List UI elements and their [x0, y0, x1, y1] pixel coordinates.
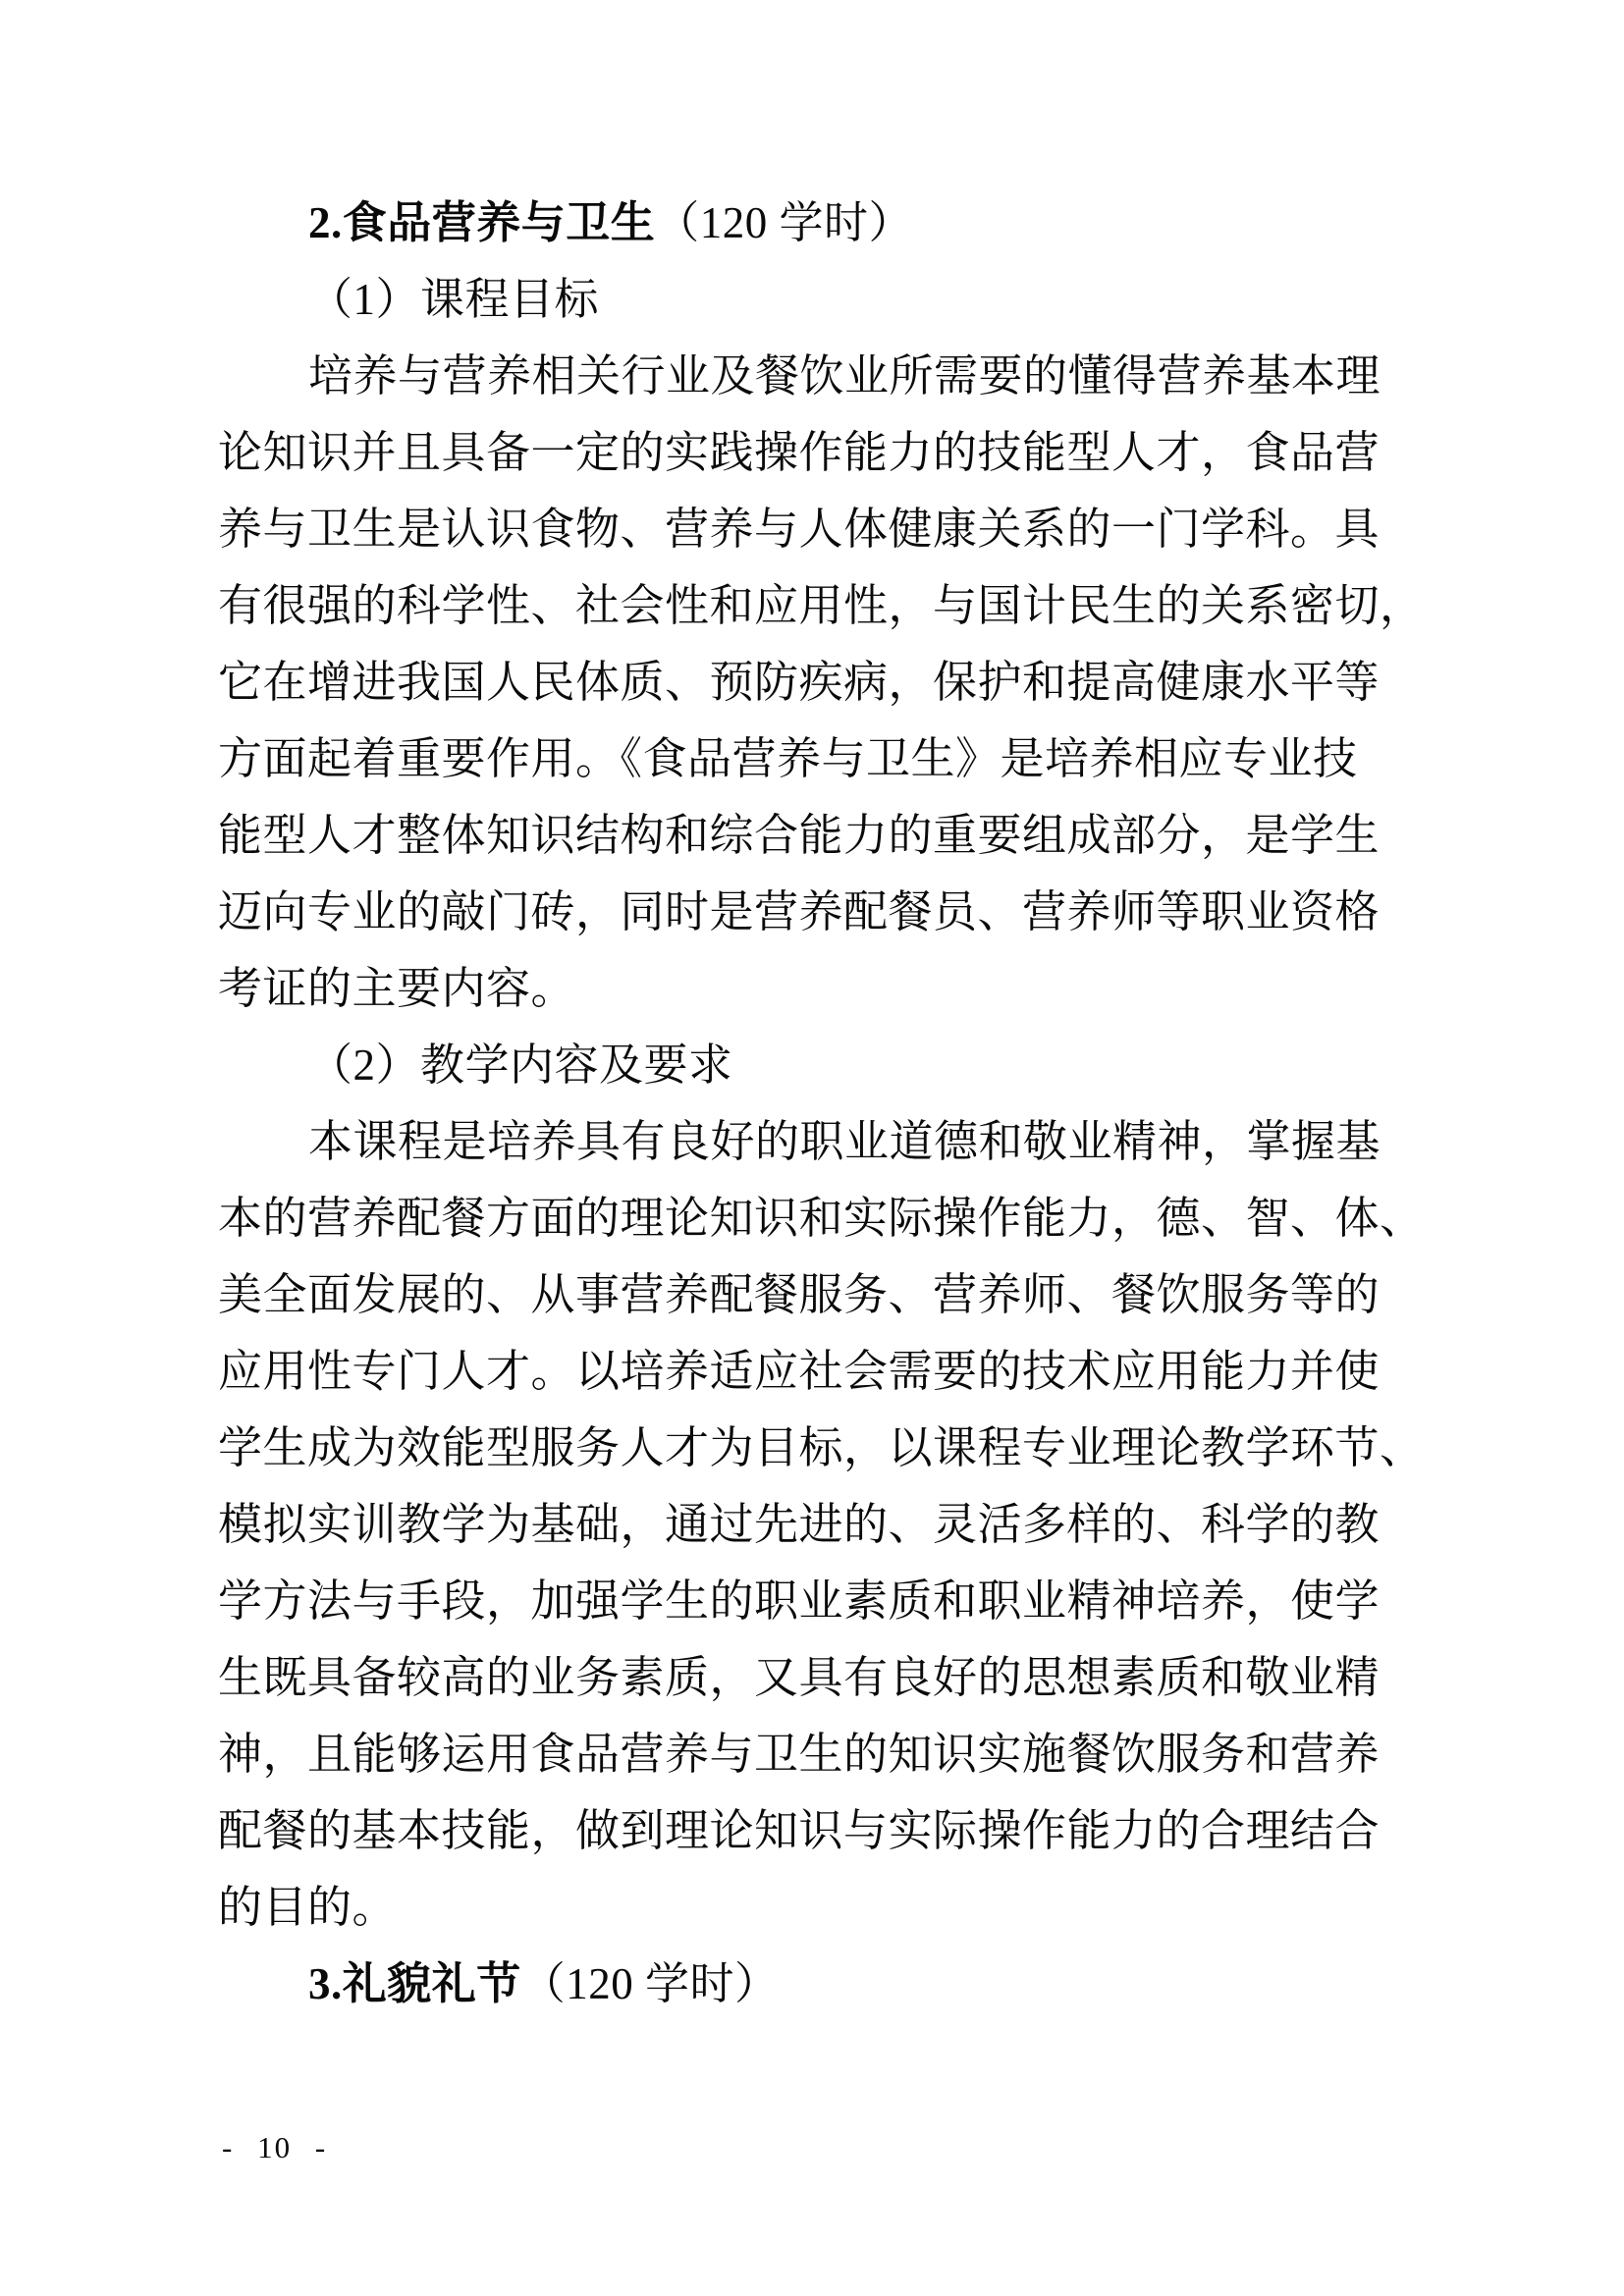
text-line: 它在增进我国人民体质、预防疾病，保护和提高健康水平等: [218, 658, 1380, 707]
text-line: 学方法与手段，加强学生的职业素质和职业精神培养，使学: [218, 1576, 1380, 1626]
text-line: 应用性专门人才。以培养适应社会需要的技术应用能力并使: [218, 1347, 1380, 1396]
text-line: 配餐的基本技能，做到理论知识与实际操作能力的合理结合: [218, 1806, 1380, 1855]
section-heading: [218, 1946, 1386, 2022]
heading-hours-text: （120 学时）: [655, 198, 914, 247]
text-line: 考证的主要内容。: [218, 964, 576, 1013]
section-heading: [218, 185, 1386, 261]
text-line: 神，且能够运用食品营养与卫生的知识实施餐饮服务和营养: [218, 1730, 1380, 1779]
text-line: 美全面发展的、从事营养配餐服务、营养师、餐饮服务等的: [218, 1270, 1380, 1319]
document-body: [218, 185, 1425, 2022]
text-line: 迈向专业的敲门砖，同时是营养配餐员、营养师等职业资格: [218, 887, 1380, 936]
sub-heading: （1）课程目标: [308, 275, 600, 324]
text-line: 生既具备较高的业务素质，又具有良好的思想素质和敬业精: [218, 1653, 1380, 1702]
heading-hours-text: （120 学时）: [520, 1959, 780, 2008]
sub-heading: （2）教学内容及要求: [308, 1041, 733, 1090]
text-line: 本的营养配餐方面的理论知识和实际操作能力，德、智、体、: [218, 1194, 1425, 1243]
text-line: 能型人才整体知识结构和综合能力的重要组成部分，是学生: [218, 811, 1380, 860]
text-line: 论知识并且具备一定的实践操作能力的技能型人才，食品营: [218, 428, 1380, 477]
text-line: 养与卫生是认识食物、营养与人体健康关系的一门学科。具: [218, 505, 1380, 554]
text-line: 学生成为效能型服务人才为目标，以课程专业理论教学环节、: [218, 1423, 1425, 1472]
page-number: - 10 -: [222, 2130, 328, 2164]
text-line: 的目的。: [218, 1883, 398, 1932]
text-line: 方面起着重要作用。《食品营养与卫生》是培养相应专业技: [218, 734, 1358, 783]
heading-bold-text: 2.食品营养与卫生: [308, 198, 656, 247]
heading-bold-text: 3.礼貌礼节: [308, 1959, 521, 2008]
text-line: 本课程是培养具有良好的职业道德和敬业精神，掌握基: [308, 1117, 1381, 1166]
text-line: 模拟实训教学为基础，通过先进的、灵活多样的、科学的教: [218, 1500, 1380, 1549]
text-line: 培养与营养相关行业及餐饮业所需要的懂得营养基本理: [308, 351, 1381, 400]
text-line: 有很强的科学性、社会性和应用性，与国计民生的关系密切，: [218, 581, 1425, 630]
